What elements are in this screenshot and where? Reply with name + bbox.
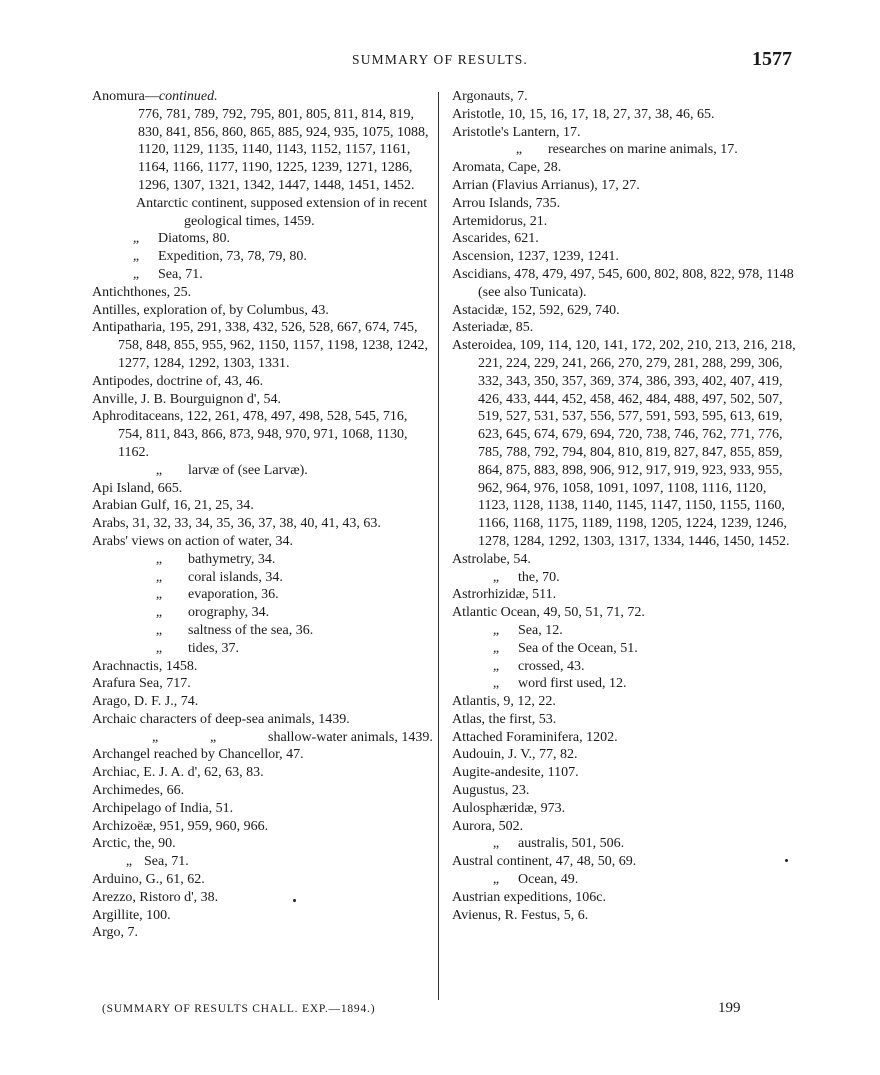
index-subentry — [92, 266, 434, 284]
index-subentry — [92, 230, 434, 248]
entry-term: Anomura— — [92, 89, 159, 104]
index-subentry — [92, 569, 434, 587]
index-entry: Arachnactis, 1458. — [92, 658, 198, 674]
ditto-mark: „ — [155, 551, 163, 567]
index-entry: Astacidæ, 152, 592, 629, 740. — [452, 302, 620, 318]
index-entry: Atlas, the first, 53. — [452, 711, 557, 727]
subentry-text: coral islands, 34. — [188, 569, 283, 585]
column-divider — [438, 92, 439, 1000]
index-entry: Archangel reached by Chancellor, 47. — [92, 747, 304, 763]
index-subentry — [452, 622, 796, 640]
ditto-mark: „ — [155, 569, 163, 585]
index-subentry — [92, 604, 434, 622]
index-entry: Antichthones, 25. — [92, 284, 192, 300]
index-entry: Arezzo, Ristoro d', 38. — [92, 889, 219, 905]
index-entry: Antipodes, doctrine of, 43, 46. — [92, 373, 264, 389]
subentry-text: orography, 34. — [188, 605, 270, 621]
index-subentry — [452, 871, 796, 889]
ditto-mark: „ — [210, 729, 217, 745]
index-entry: Archimedes, 66. — [92, 783, 185, 799]
ditto-mark: „ — [492, 569, 500, 585]
ditto-mark: „ — [492, 676, 500, 692]
footer-signature: (SUMMARY OF RESULTS CHALL. EXP.—1894.) — [102, 1003, 376, 1015]
subentry-text: australis, 501, 506. — [518, 836, 625, 852]
index-subentry — [452, 835, 796, 853]
ditto-mark: „ — [155, 605, 163, 621]
index-subentry — [92, 462, 434, 480]
subentry-text: tides, 37. — [188, 640, 239, 656]
index-entry: Asteriadæ, 85. — [452, 320, 534, 336]
index-entry: Archizoëæ, 951, 959, 960, 966. — [92, 818, 269, 834]
index-entry: Astrolabe, 54. — [452, 551, 531, 567]
index-entry: Arafura Sea, 717. — [92, 676, 191, 692]
right-column — [452, 88, 796, 924]
ditto-mark: „ — [492, 640, 500, 656]
subentry-text: Sea, 71. — [158, 266, 203, 282]
subentry-text: Ocean, 49. — [518, 872, 579, 888]
index-entry: Arabian Gulf, 16, 21, 25, 34. — [92, 498, 254, 514]
subentry-text: Sea of the Ocean, 51. — [518, 640, 638, 656]
index-entry: Api Island, 665. — [92, 480, 183, 496]
running-title: SUMMARY OF RESULTS. — [352, 52, 528, 67]
index-entry: Argo, 7. — [92, 925, 139, 941]
subentry-text: crossed, 43. — [518, 658, 585, 674]
index-entry: Atlantis, 9, 12, 22. — [452, 694, 556, 710]
index-entry: Artemidorus, 21. — [452, 213, 548, 229]
index-subentry — [92, 622, 434, 640]
index-entry: Austrian expeditions, 106c. — [452, 889, 606, 905]
index-entry: Austral continent, 47, 48, 50, 69. — [452, 854, 637, 870]
index-entry: Antipatharia, 195, 291, 338, 432, 526, 528, 667, 674, 745, 758, 848, 855, 955, 962, 1150, 1157, 1198, 1238, 1242, 1277, 1284, 1292, 1303, 1331. — [92, 320, 428, 371]
ditto-mark: „ — [492, 658, 500, 674]
subentry-text: saltness of the sea, 36. — [188, 622, 314, 638]
subentry-text: Sea, 12. — [518, 622, 563, 638]
index-entry: Argillite, 100. — [92, 907, 171, 923]
index-entry: Asteroidea, 109, 114, 120, 141, 172, 202, 210, 213, 216, 218, 221, 224, 229, 241, 266, 270, 279, 281, 288, 299, 306, 332, 343, 350, 357, 369, 374, 386, 393, 402, 407, 419, 426, 433, 444, 452, 458, 462, 484, 488, 497, 502, 507, 519, 527, 531, 537, 556, 577, 591, 593, 595, 613, 619, 623, 645, 674, 679, 694, 720, 738, 746, 762, 771, 776, 785, 788, 792, 794, 804, 810, 819, 827, 847, 855, 859, 864, 875, 883, 898, 906, 912, 917, 919, 923, 933, 955, 962, 964, 976, 1058, 1091, 1097, 1108, 1116, 1120, 1123, 1128, 1138, 1140, 1145, 1147, 1150, 1155, 1160, 1166, 1168, 1175, 1189, 1198, 1205, 1224, 1239, 1246, 1278, 1284, 1292, 1303, 1317, 1334, 1446, 1450, 1452. — [452, 338, 796, 549]
index-entry: Anville, J. B. Bourguignon d', 54. — [92, 391, 281, 407]
index-entry: Arctic, the, 90. — [92, 836, 176, 852]
ditto-mark: „ — [155, 462, 163, 478]
page-number: 1577 — [752, 48, 792, 70]
entry-continued-note: continued. — [158, 89, 218, 104]
subentry-text: the, 70. — [518, 569, 560, 585]
subentry-text: bathymetry, 34. — [188, 551, 276, 567]
index-entry: Astrorhizidæ, 511. — [452, 587, 557, 603]
ink-speck — [785, 859, 788, 862]
index-entry: Archaic characters of deep-sea animals, 1439. — [92, 711, 350, 727]
index-entry: Attached Foraminifera, 1202. — [452, 729, 618, 745]
index-subentry — [92, 729, 434, 747]
index-subentry — [92, 640, 434, 658]
index-entry-continuation: 776, 781, 789, 792, 795, 801, 805, 811, 814, 819, 830, 841, 856, 860, 865, 885, 924, 935, 1075, 1088, 1120, 1129, 1135, 1140, 1143, 1152, 1157, 1161, 1164, 1166, 1177, 1190, 1225, 1239, 1271, 1286, 1296, 1307, 1321, 1342, 1447, 1448, 1451, 1452. — [138, 106, 429, 193]
ditto-mark: „ — [155, 622, 163, 638]
subentry-text: evaporation, 36. — [188, 587, 279, 603]
subentry-text: researches on marine animals, 17. — [548, 142, 738, 158]
index-entry: Ascarides, 621. — [452, 231, 539, 247]
ditto-mark: „ — [132, 249, 140, 265]
index-subentry — [92, 853, 434, 871]
index-entry: Arabs, 31, 32, 33, 34, 35, 36, 37, 38, 40, 41, 43, 63. — [92, 516, 381, 532]
index-entry: Archipelago of India, 51. — [92, 800, 234, 816]
ditto-mark: „ — [155, 640, 163, 656]
ink-speck — [293, 899, 296, 902]
index-subentry — [452, 640, 796, 658]
index-entry: Antilles, exploration of, by Columbus, 43. — [92, 302, 329, 318]
index-subentry — [452, 658, 796, 676]
index-entry: Avienus, R. Festus, 5, 6. — [452, 907, 589, 923]
index-entry: Aulosphæridæ, 973. — [452, 800, 566, 816]
index-entry: Aristotle's Lantern, 17. — [452, 124, 581, 140]
ditto-mark: „ — [155, 587, 163, 603]
index-entry: Ascidians, 478, 479, 497, 545, 600, 802, 808, 822, 978, 1148 (see also Tunicata). — [452, 266, 794, 300]
subentry-text: larvæ of (see Larvæ). — [188, 462, 308, 478]
subentry-text: word first used, 12. — [518, 676, 627, 692]
index-entry: Archiac, E. J. A. d', 62, 63, 83. — [92, 765, 264, 781]
index-subentry — [92, 586, 434, 604]
ditto-mark: „ — [132, 266, 140, 282]
index-subentry — [452, 675, 796, 693]
ditto-mark: „ — [132, 231, 140, 247]
subentry-text: Diatoms, 80. — [158, 231, 230, 247]
subentry-text: Sea, 71. — [144, 854, 189, 870]
index-subentry — [452, 569, 796, 587]
left-column — [92, 88, 434, 942]
index-entry: Aurora, 502. — [452, 818, 524, 834]
index-entry: Aristotle, 10, 15, 16, 17, 18, 27, 37, 38, 46, 65. — [452, 106, 715, 122]
subentry-text: Expedition, 73, 78, 79, 80. — [158, 249, 307, 265]
ditto-mark: „ — [492, 622, 500, 638]
index-entry: Aphroditaceans, 122, 261, 478, 497, 498, 528, 545, 716, 754, 811, 843, 866, 873, 948, 970, 971, 1068, 1130, 1162. — [92, 409, 408, 460]
index-entry-heading — [92, 88, 434, 106]
index-entry: Ascension, 1237, 1239, 1241. — [452, 249, 619, 265]
subentry-text: shallow-water animals, 1439. — [268, 729, 433, 745]
index-subentry — [452, 141, 796, 159]
index-entry: Augustus, 23. — [452, 783, 530, 799]
index-subentry — [92, 551, 434, 569]
ditto-mark: „ — [492, 836, 500, 852]
index-entry: Atlantic Ocean, 49, 50, 51, 71, 72. — [452, 605, 645, 621]
index-entry: Arrian (Flavius Arrianus), 17, 27. — [452, 177, 640, 193]
ditto-mark: „ — [492, 872, 500, 888]
ditto-mark: „ — [515, 142, 523, 158]
ditto-mark: „ — [152, 729, 159, 745]
index-entry: Aromata, Cape, 28. — [452, 160, 562, 176]
index-entry: Augite-andesite, 1107. — [452, 765, 579, 781]
index-entry: Arduino, G., 61, 62. — [92, 872, 205, 888]
footer-signature-number: 199 — [718, 1000, 741, 1016]
ditto-mark: „ — [125, 854, 133, 870]
index-entry: Argonauts, 7. — [452, 89, 528, 104]
index-entry: Arabs' views on action of water, 34. — [92, 533, 294, 549]
index-entry: Audouin, J. V., 77, 82. — [452, 747, 578, 763]
index-entry: Arrou Islands, 735. — [452, 195, 561, 211]
index-entry: Arago, D. F. J., 74. — [92, 694, 199, 710]
index-subentry — [92, 248, 434, 266]
index-entry: Antarctic continent, supposed extension of in recent geological times, 1459. — [136, 195, 428, 229]
